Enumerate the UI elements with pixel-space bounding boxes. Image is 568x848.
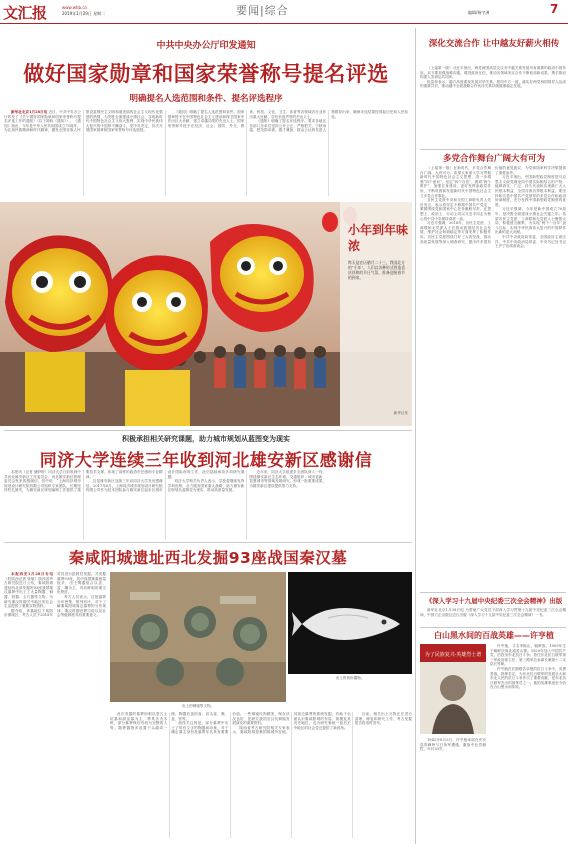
lead-headline: 做好国家勋章和国家荣誉称号提名评选 [23,62,389,86]
qin-lead-paragraph: 据介绍，该墓地位于咸阳市渭城区，考古人员于2018年对其进行抢救性发掘。共发掘墓葬93座，其中战国秦墓数量较多，出土陶器组合以釜、盆、罐为主，具有鲜明的秦文化特征。 [4,572,106,618]
qin-lead-paragraph: （驻陕西记者 张敏）陕西省考古研究院近日公布，秦咸阳城遗址西北部发掘的93座战国秦汉墓葬中出土了大量陶器、铜器、铁器、玉石器等文物，为研究秦汉时期关中地区的社会生活提供了重要实物资料。 [4,576,53,609]
lead-paragraph: 《通知》明确了提名人选范围和条件。国家勋章授予在中国特色社会主义建设和保卫国家中作出巨大贡献、建立卓越功勋的杰出人士。国家荣誉称号授予在经济、社会、国防、外交、教育、科技、文化、卫生、体育等各领域各行业作出重大贡献、享有崇高声誉的杰出人士。 [167,110,327,128]
sidebar-paragraph: 习近平强调，2018年，各民主党派、工商联和无党派人士在推动我国经济社会发展、维护社会和谐稳定等方面发挥了积极作用。各民主党派围绕打好三大攻坚战、推动高质量发展等深入调查研究，提出许多很有价值的意见建议，为党和国家科学决策提供了重要参考。 [420,166,566,244]
lead-paragraph: 近日，中共中央办公厅印发了《关于做好国家勋章和国家荣誉称号提名评选工作的通知》（以下简称《通知》）。《通知》指出，今年是中华人民共和国成立70周年，为弘扬民族精神和时代精神，激发全国各族人民建设富强民主文明和谐美丽的社会主义现代化强国的热情，为决胜全面建成小康社会、夺取新时代中国特色社会主义伟大胜利、实现中华民族伟大复兴的中国梦不懈奋斗，党中央决定，首次开展国家勋章和国家荣誉称号评选颁授。 [4,110,163,133]
sidebar-body-hero [490,644,566,844]
tongji-paragraph: 近年来，同济大学组建多支团队深入一线，围绕雄安新区生态环境、交通组织、城市更新、智慧城市等领域开展研究，形成一批重要成果，为雄安新区建设提供智力支持。 [249,470,327,488]
qin-paragraph: 目前，相关出土文物正在进行清理、修复和研究工作，考古发掘报告将适时发布。 [354,712,412,726]
section-title: 要闻|综合 [236,4,289,17]
sidebar-paragraph: 许亨植在长期艰苦卓绝的抗日斗争中，英勇善战，指挥若定，为东北抗日联军的发展壮大和东北人民的抗日斗争作出了重要贡献，是东北抗日联军杰出的指挥员之一。他的英雄事迹至今仍在白山黑水间传颂。 [490,666,566,690]
sidebar-rule [420,592,566,593]
sidebar-body-deepen [420,66,566,150]
qin-paragraph: 陕西省考古研究院相关专家表示，秦咸阳城是秦国都城所在地，其周边墓葬的系统发掘，有助于全面认识秦咸阳城的布局、规模及其历史地位，也为研究秦统一前后关中地区的社会变迁提供了新视角。 [232,712,351,735]
sidebar-headline-deepen: 深化交流合作 让中越友好薪火相传 [428,39,560,49]
sidebar-paragraph: （上接第一版）习近平指出，两党两国高层交往对中越关系发展具有重要的政治引领作用。双方要加强战略沟通，增进政治互信，推动各领域务实合作不断取得新成果，携手推动构建人类命运共同体。 [420,66,566,80]
qin-dateline: 本报西安1月28日专电 [11,572,53,576]
lead-subhead: 明确提名人选范围和条件、提名评选程序 [129,94,283,104]
issue-date: 2019年1月29日 星期二 [62,11,106,16]
sidebar-paragraph: 阮富仲表示，越方高度重视发展对华关系，愿同中方一道，落实好两党两国领导人达成的重要共识，推动越中全面战略合作伙伴关系持续健康稳定发展。 [420,79,566,89]
masthead [0,0,568,24]
sidebar-body-study [420,608,566,624]
photo-caption-text: 昨天是农历腊月二十三，我国北方的“小年”。人们以各种形式营造喜庆祥和的节日气氛，准备迎接春节的到来。 [348,260,406,280]
qin-paragraph: 此次发掘的墓葬形制以竖穴土坑墓和洞室墓为主，葬具多为木棺，部分墓葬保存有较为完整的人骨。随葬器物多放置于头端或一侧，陶器有茧形壶、蒜头壶、鼎、盒、钫等。 [110,712,229,730]
fish-artifact-photo [288,572,412,674]
lead-article-body [4,110,408,196]
fish-artifact-illustration [288,572,412,674]
editor-credit: 编辑/杨宇洲 [468,10,490,15]
hero-portrait-image [420,644,486,734]
excavation-illustration [110,572,286,702]
sidebar-headline-study: 《深入学习十九届中央纪委三次全会精神》出版 [425,597,563,605]
page-number: 7 [550,2,559,16]
qin-lead-paragraph: 考古人员表示，这批墓葬分布密集、排列有序，对于了解秦咸阳城周边墓葬的分布规律、秦汉时期丧葬习俗以及社会等级制度具有重要意义。 [57,594,106,618]
tongji-kicker: 积极承担相关研究课题，助力城市规划从蓝图变为现实 [122,435,290,443]
qin-caption-a: 出土的铜镜等文物。 [181,704,215,708]
sidebar-paragraph: 中共中央政治局常委、全国政协主席汪洋，中共中央政治局常委、中央书记处书记王沪宁出席座谈会。 [495,234,566,249]
qin-headline: 秦咸阳城遗址西北发掘93座战国秦汉墓 [68,549,348,567]
tongji-paragraph: 本报讯（记者 储舒婷）同济大学日前收到中共河北雄安新区工作委员会、河北雄安新区管理委员会发来的感谢信。信中说：“上海同济城市规划设计研究院有限公司组织专家团队，长期坚持驻扎雄安，为雄安新区规划编制工作提供了重要技术支撑，体现了高度的政治责任感和专业精神。” [4,470,163,493]
site-url: www.whb.cn [62,5,88,10]
qin-article-body [110,712,412,838]
newspaper-logo: 文汇报 [3,4,47,22]
sidebar-paragraph: 习近平指出，中国新型政党制度是马克思主义政党理论同中国实际相结合的产物，能够真实、广泛、持久代表和实现最广大人民根本利益、全国各族各界根本利益。要坚持和完善中国共产党领导的多党合作和政治协商制度，充分发挥中国新型政党制度的优势。 [495,175,566,207]
photo-credit: 新华社发 [393,411,408,415]
sidebar-rule [420,149,566,150]
sidebar-paragraph: 许亨植，又名李熙山，朝鲜族，1909年生于朝鲜庆尚北道善山郡。1929年加入中国共产党，后投身东北抗日斗争。曾任东北抗日联军第三军政治部主任、第三路军总参谋长兼第十二支队长等职。 [490,644,566,667]
photo-caption-box [348,222,408,422]
sidebar-body-party [420,166,566,568]
sidebar-headline-party: 多党合作舞台广阔大有可为 [442,154,545,164]
column-divider [415,28,416,844]
qin-tomb-article [4,546,412,844]
lead-paragraph: 《通知》明确了提名评选程序。要求各地区各部门各单位坚持公开公正、严格把关、宁缺毋滥，把功勋卓著、德才兼备、群众公认的先进人物推荐出来，确保评选结果经得起历史和人民检验。 [249,110,408,133]
tongji-headline: 同济大学连续三年收到河北雄安新区感谢信 [39,451,373,471]
lead-kicker: 中共中央办公厅印发通知 [156,41,256,51]
sidebar-paragraph: （上接第一版）在新时代，多党合作舞台广阔、大有可为。希望大家深入学习贯彻新时代中国特色社会主义思想，进一步增强“四个意识”、坚定“四个自信”、做到“两个维护”，加强自身建设，更好发挥参政党作用，不断巩固和发展新时代中国特色社会主义多党合作事业。 [420,166,491,198]
qin-lead-column [4,572,106,838]
bronze-artifacts-photo [110,572,286,702]
lead-dateline: 新华社北京1月28日电 [11,110,48,114]
hero-banner-text: 为了民族复兴·英雄烈士谱 [424,652,482,658]
section-rule [4,542,412,543]
sidebar-headline-hero: 白山黑水间的百战英雄——许亨植 [434,631,554,640]
qin-paragraph: 值得关注的是，部分墓葬中出土了带有文字的陶器和印章，对于确定墓主身份及墓葬年代具有重要价值。一些铜镜纹饰精美，保存状况良好，是研究战国至汉代铜镜发展演变的重要资料。 [171,712,290,735]
sidebar-paragraph: 习近平强调，今年是新中国成立70周年，是决胜全面建成小康社会关键之年。希望各民主党派、工商联和无党派人士聚焦大局、积极建言献策，为实现“两个一百年”奋斗目标、实现中华民族伟大复兴的中国梦作出新的更大贡献。 [495,207,566,235]
sidebar-paragraph: 各民主党派中央和全国工商联负责人先后发言，表示将坚定不移跟中国共产党走，紧紧围绕党和国家中心任务履职尽责，在思想上、政治上、行动上同以习近平同志为核心的中共中央保持高度一致。 [420,198,491,221]
sidebar-paragraph: 新华社北京1月28日电 为帮助广大党员干部深入学习贯彻十九届中央纪委三次全会精神，中国方正出版社近日出版《深入学习十九届中央纪委三次全会精神》一书。 [420,608,566,617]
photo-caption-title: 小年到年味浓 [348,223,409,253]
tongji-paragraph: 同济大学相关负责人表示，学校将继续发挥学科优势，全力服务国家重大战略，助力雄安新区规划从蓝图变为现实，推动高质量发展。 [167,479,245,493]
hero-portrait-illustration [420,644,486,734]
sidebar-rule [420,627,566,628]
section-rule [4,430,412,431]
sidebar-body-hero-cont [420,738,486,844]
tongji-article-body [4,470,408,540]
sidebar-paragraph: 1942年8月3日，许亨植率部在庆安县青峰岭与日伪军遭遇，激战中壮烈牺牲，年仅33岁。 [420,738,486,752]
qin-caption-b: 出土的鱼形器物。 [335,676,365,680]
tongji-paragraph: 这是雄安新区连续三年向同济大学发出感谢信。2017年6月，上海同济城市规划设计研究院有限公司作为技术团队参与雄安新区起步区城市设计国际咨询工作，此后陆续承担多项研究课题。 [85,470,245,493]
